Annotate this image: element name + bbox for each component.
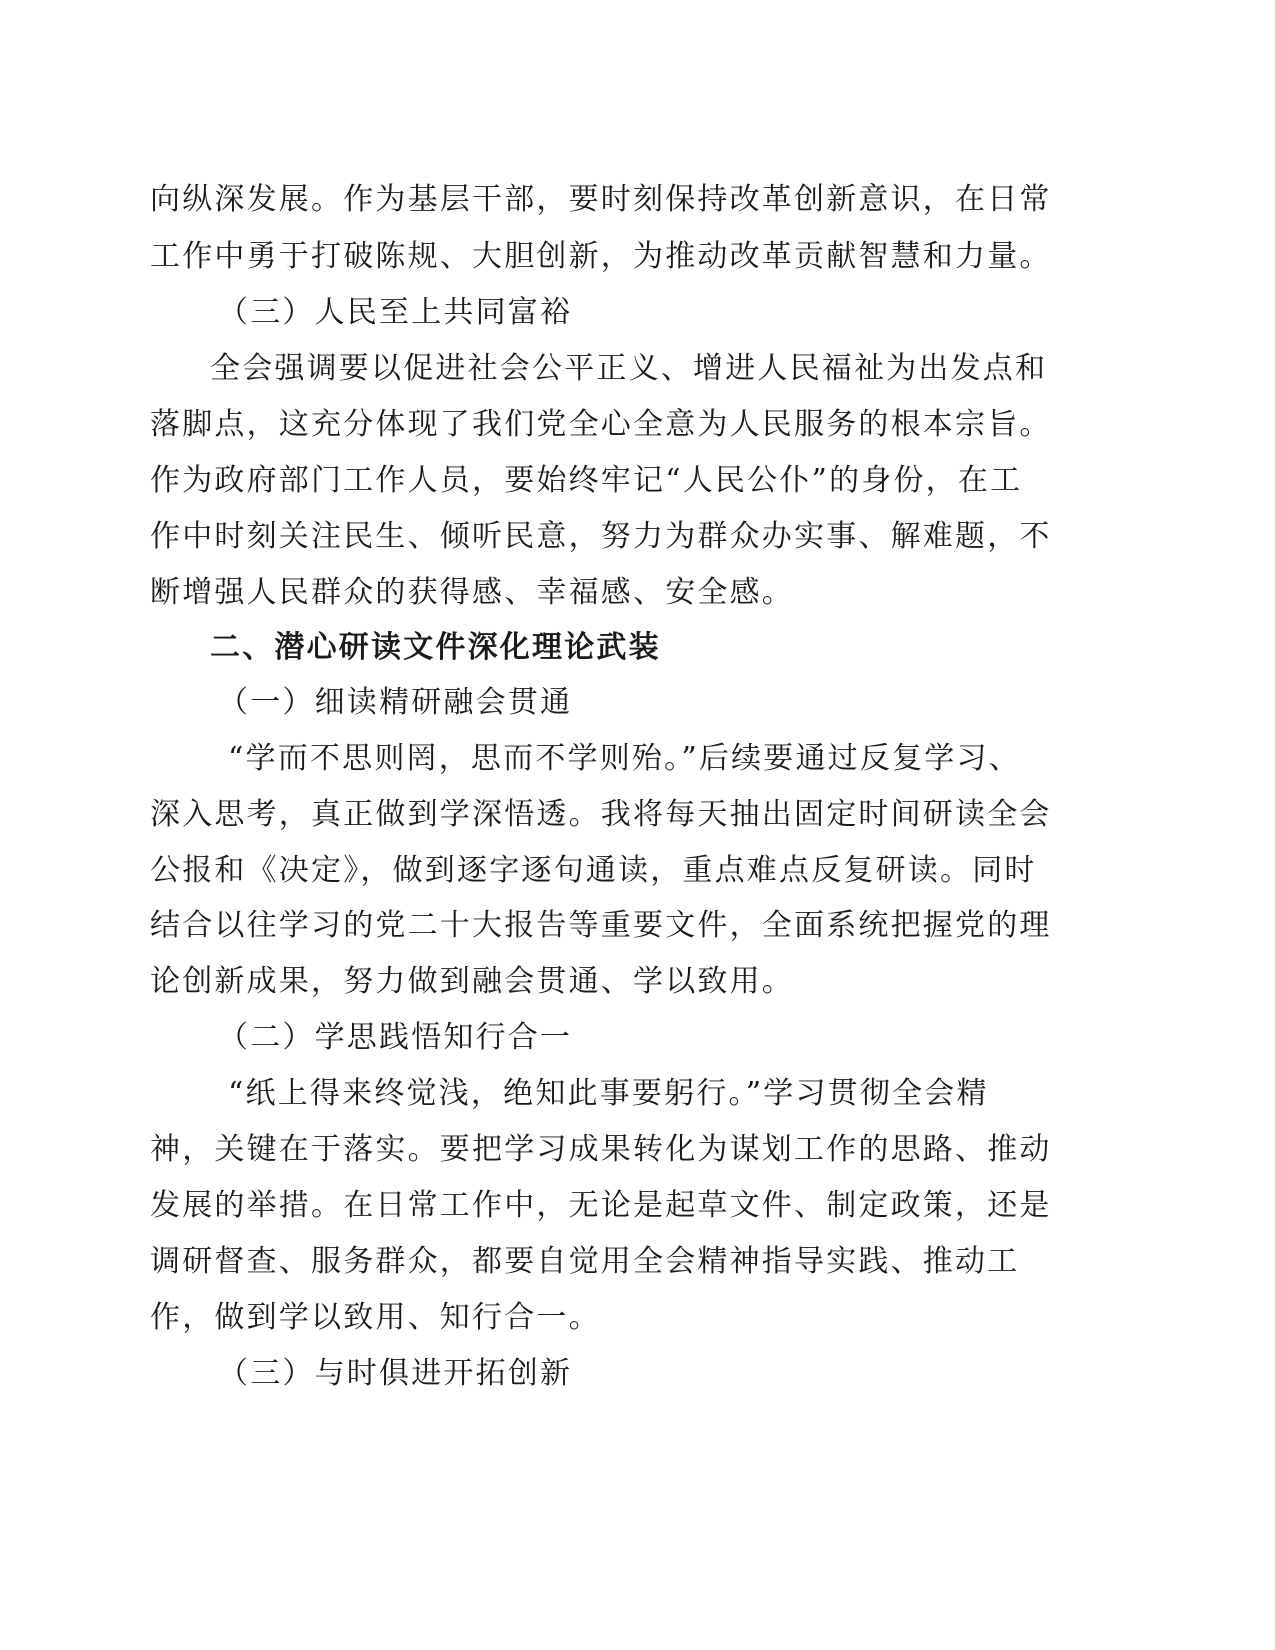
paragraph-line: 向纵深发展。作为基层干部，要时刻保持改革创新意识，在日常	[150, 182, 1052, 217]
paragraph-line: 发展的举措。在日常工作中，无论是起草文件、制定政策，还是	[150, 1188, 1052, 1223]
paragraph-line: 作中时刻关注民生、倾听民意，努力为群众办实事、解难题，不	[150, 519, 1052, 554]
paragraph-line: 工作中勇于打破陈规、大胆创新，为推动改革贡献智慧和力量。	[150, 239, 1052, 274]
subsection-heading: （三）与时俱进开拓创新	[218, 1356, 573, 1391]
paragraph-line: 深入思考，真正做到学深悟透。我将每天抽出固定时间研读全会	[150, 797, 1052, 832]
paragraph-line: 论创新成果，努力做到融会贯通、学以致用。	[150, 964, 794, 999]
paragraph-line: “纸上得来终觉浅，绝知此事要躬行。”学习贯彻全会精	[228, 1076, 989, 1111]
paragraph-line: “学而不思则罔，思而不学则殆。”后续要通过反复学习、	[228, 741, 1021, 776]
paragraph-line: 结合以往学习的党二十大报告等重要文件，全面系统把握党的理	[150, 908, 1052, 943]
paragraph-line: 公报和《决定》，做到逐字逐句通读，重点难点反复研读。同时	[150, 853, 1037, 888]
paragraph-line: 作，做到学以致用、知行合一。	[150, 1300, 601, 1335]
subsection-heading: （二）学思践悟知行合一	[218, 1020, 573, 1055]
paragraph-line: 断增强人民群众的获得感、幸福感、安全感。	[150, 575, 794, 610]
section-heading: 二、潜心研读文件深化理论武装	[210, 630, 661, 665]
paragraph-line: 调研督查、服务群众，都要自觉用全会精神指导实践、推动工	[150, 1244, 1020, 1279]
paragraph-line: 神，关键在于落实。要把学习成果转化为谋划工作的思路、推动	[150, 1132, 1052, 1167]
subsection-heading: （三）人民至上共同富裕	[218, 295, 573, 330]
paragraph-line: 全会强调要以促进社会公平正义、增进人民福祉为出发点和	[210, 351, 1048, 386]
paragraph-line: 作为政府部门工作人员，要始终牢记“人民公仆”的身份，在工	[150, 463, 1023, 498]
subsection-heading: （一）细读精研融会贯通	[218, 685, 573, 720]
paragraph-line: 落脚点，这充分体现了我们党全心全意为人民服务的根本宗旨。	[150, 407, 1052, 442]
